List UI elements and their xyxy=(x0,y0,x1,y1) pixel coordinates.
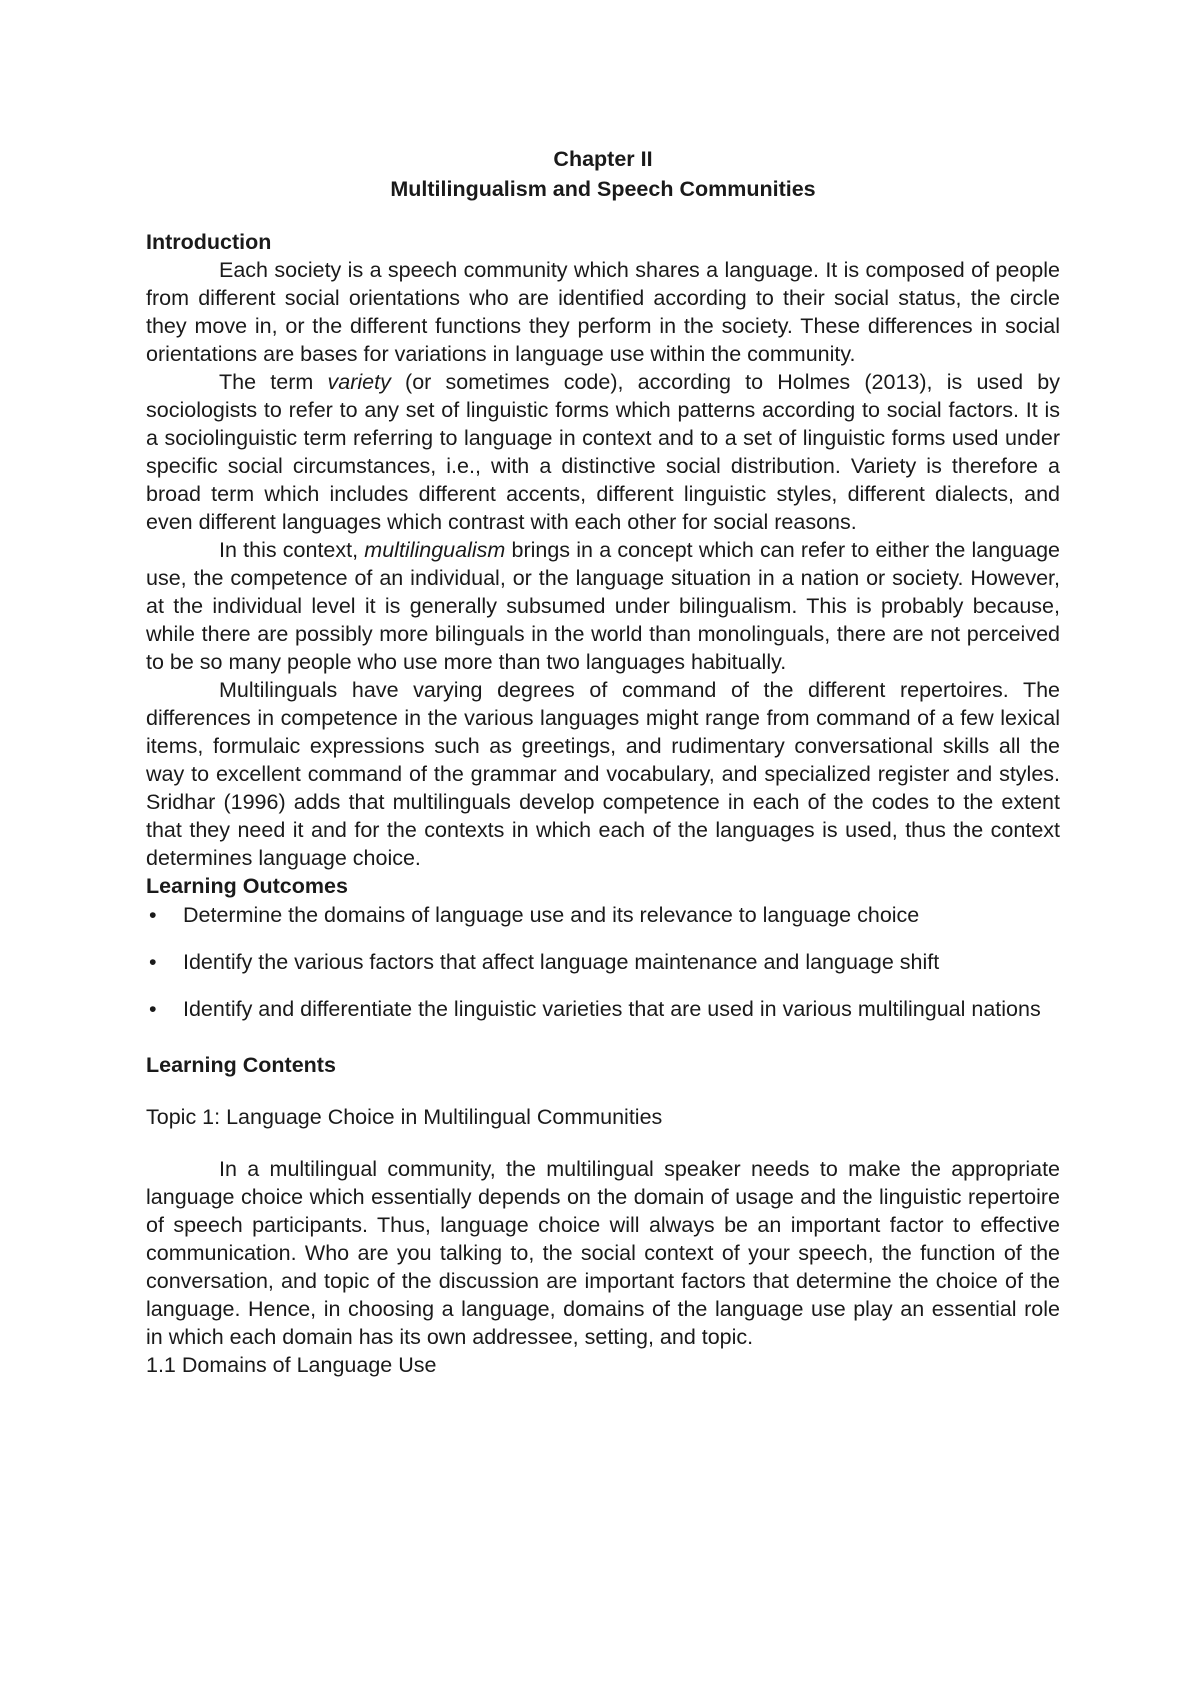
chapter-title-block xyxy=(146,144,1060,204)
list-item xyxy=(146,900,1060,930)
chapter-title: Multilingualism and Speech Communities xyxy=(390,177,816,201)
list-item xyxy=(146,947,1060,977)
introduction-paragraph-3: In this context, multilingualism brings in a concept which can refer to either the language use, the competence of an individual, or the language situation in a nation or society. However, at the individual level it is generally subsumed under bilingualism. This is probably because, while there are possibly more bilinguals in the world than monolinguals, there are not perceived to be so many people who use more than two languages habitually. xyxy=(146,538,1060,674)
term-multilingualism: multilingualism xyxy=(364,538,506,562)
learning-outcomes-list xyxy=(146,900,1060,1024)
bullet-icon: • xyxy=(149,997,157,1021)
list-item-text: Identify the various factors that affect language maintenance and language shift xyxy=(183,950,940,974)
introduction-heading: Introduction xyxy=(146,230,272,254)
list-item-text: Identify and differentiate the linguistic varieties that are used in various multilingual nations xyxy=(183,997,1041,1021)
learning-contents-heading: Learning Contents xyxy=(146,1053,336,1077)
list-item xyxy=(146,994,1060,1024)
chapter-number: Chapter II xyxy=(553,147,653,171)
introduction-paragraph-2: The term variety (or sometimes code), according to Holmes (2013), is used by sociologists to refer to any set of linguistic forms which patterns according to social factors. It is a sociolinguistic term referring to language in context and to a set of linguistic forms used under specific social circumstances, i.e., with a distinctive social distribution. Variety is therefore a broad term which includes different accents, different linguistic styles, different dialects, and even different languages which contrast with each other for social reasons. xyxy=(146,370,1061,534)
bullet-icon: • xyxy=(149,903,157,927)
topic-title: Topic 1: Language Choice in Multilingual Communities xyxy=(146,1105,663,1129)
introduction-paragraph-4: Multilinguals have varying degrees of command of the different repertoires. The differences in competence in the various languages might range from command of a few lexical items, formulaic expressions such as greetings, and rudimentary conversational skills all the way to excellent command of the grammar and vocabulary, and specialized register and styles. Sridhar (1996) adds that multilinguals develop competence in each of the codes to the extent that they need it and for the contexts in which each of the languages is used, thus the context determines language choice. xyxy=(146,678,1060,870)
bullet-icon: • xyxy=(149,950,157,974)
learning-outcomes-heading: Learning Outcomes xyxy=(146,874,348,898)
topic-paragraph-1: In a multilingual community, the multilingual speaker needs to make the appropriate language choice which essentially depends on the domain of usage and the linguistic repertoire of speech participants. Thus, language choice will always be an important factor to effective communication. Who are you talking to, the social context of your speech, the function of the conversation, and topic of the discussion are important factors that determine the choice of the language. Hence, in choosing a language, domains of the language use play an essential role in which each domain has its own addressee, setting, and topic. xyxy=(146,1157,1060,1349)
subsection-title: 1.1 Domains of Language Use xyxy=(146,1353,437,1377)
list-item-text: Determine the domains of language use and its relevance to language choice xyxy=(183,903,920,927)
document-body xyxy=(146,228,1060,1379)
term-variety: variety xyxy=(327,370,391,394)
introduction-paragraph-1: Each society is a speech community which shares a language. It is composed of people from different social orientations who are identified according to their social status, the circle they move in, or the different functions they perform in the society. These differences in social orientations are bases for variations in language use within the community. xyxy=(146,258,1060,366)
